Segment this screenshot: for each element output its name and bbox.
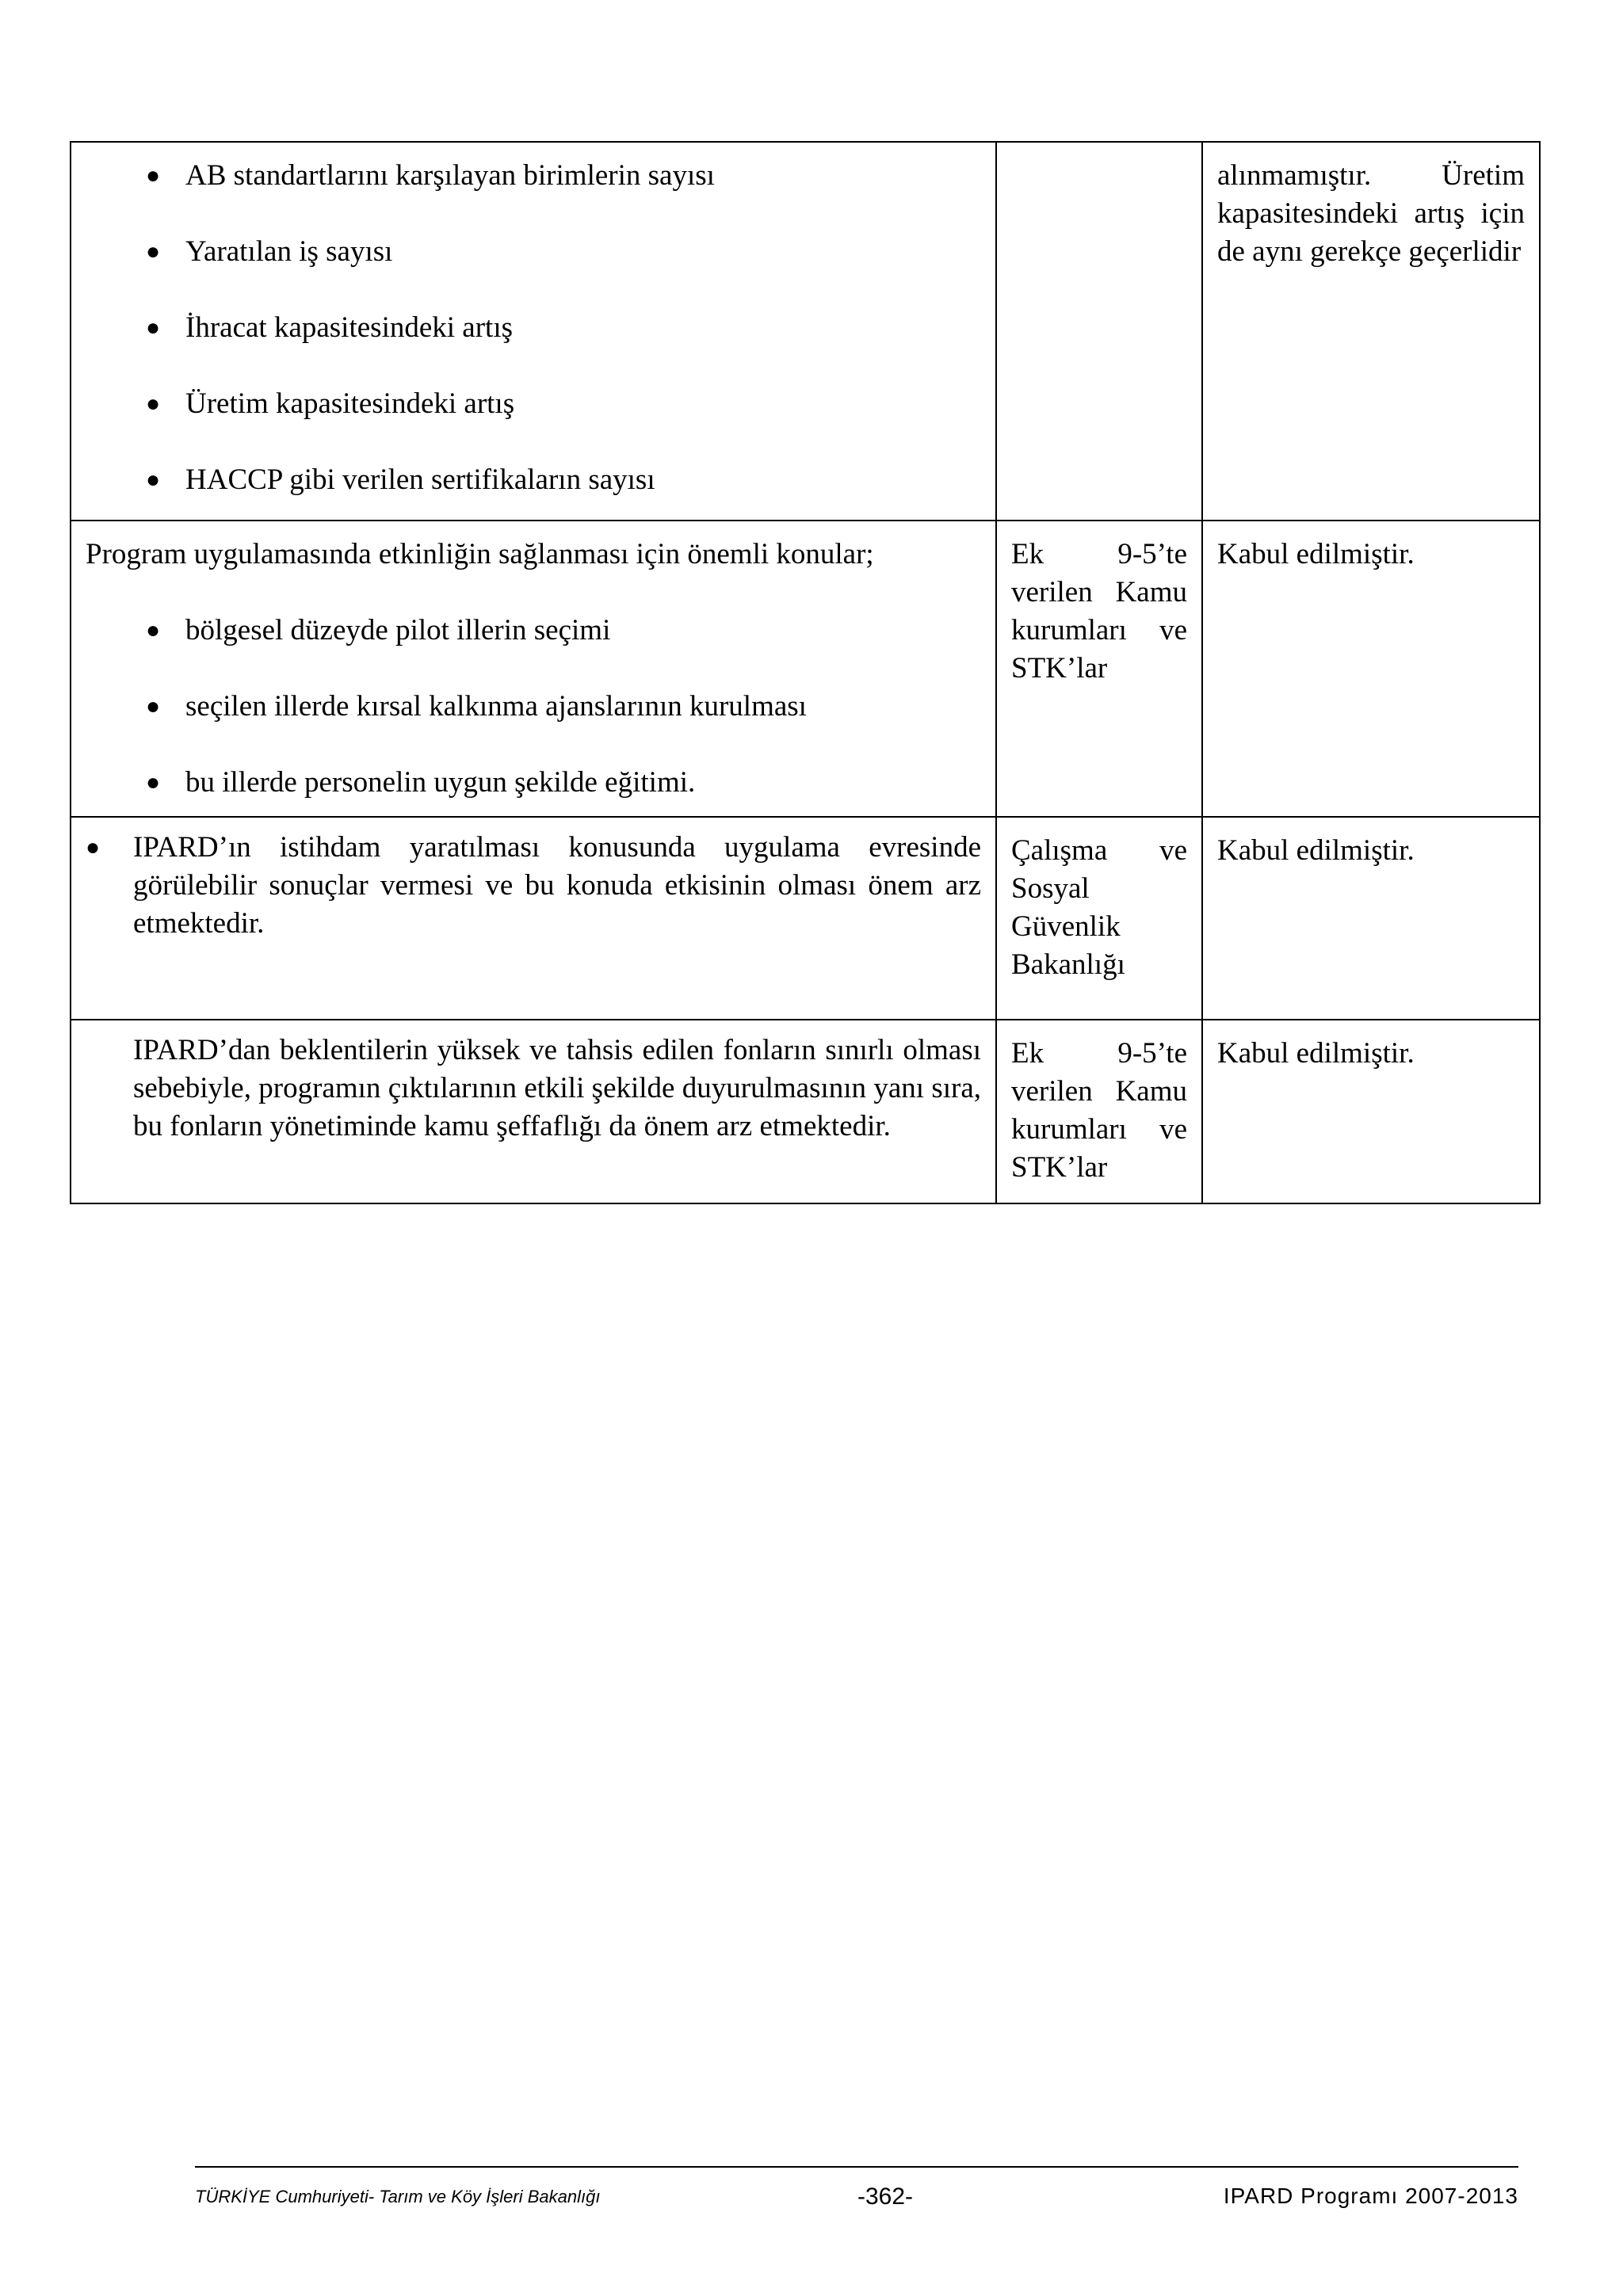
bullet-icon: ● — [146, 617, 161, 643]
table-cell-response — [1202, 521, 1540, 817]
bullet-icon: ● — [146, 769, 161, 795]
table-cell-source — [996, 1020, 1202, 1203]
list-item — [86, 764, 981, 802]
table-row — [71, 817, 1540, 1020]
list-item — [86, 461, 981, 499]
table-cell-response — [1202, 1020, 1540, 1203]
list-item-text: bu illerde personelin uygun şekilde eğitimi. — [185, 766, 696, 799]
list-item — [86, 385, 981, 423]
table-row — [71, 521, 1540, 817]
page-footer — [195, 2183, 1518, 2215]
list-item — [86, 233, 981, 271]
table-row — [71, 142, 1540, 521]
bullet-icon: ● — [146, 315, 161, 341]
footer-divider — [195, 2166, 1518, 2168]
source-text: Çalışma ve Sosyal Güvenlik Bakanlığı — [1011, 834, 1187, 981]
table-cell-response — [1202, 817, 1540, 1020]
footer-ministry: TÜRKİYE Cumhuriyeti- Tarım ve Köy İşleri Bakanlığı — [195, 2187, 601, 2206]
response-text: Kabul edilmiştir. — [1217, 1037, 1415, 1070]
bullet-icon: ● — [146, 238, 161, 265]
table-cell-comment — [71, 142, 996, 521]
footer-program-title: IPARD Programı 2007-2013 — [1223, 2183, 1518, 2208]
table-cell-source — [996, 521, 1202, 817]
source-text — [997, 143, 1201, 168]
response-text: Kabul edilmiştir. — [1217, 538, 1415, 570]
page-number: -362- — [857, 2183, 914, 2210]
bullet-icon: ● — [146, 467, 161, 493]
list-item-text: İhracat kapasitesindeki artış — [185, 311, 513, 344]
bullet-icon: ● — [146, 693, 161, 719]
list-item-text: Yaratılan iş sayısı — [185, 235, 393, 268]
table-row — [71, 1020, 1540, 1203]
list-item — [86, 688, 981, 726]
comment-text: IPARD’dan beklentilerin yüksek ve tahsis edilen fonların sınırlı olması sebebiyle, programın çıktılarının etkili şekilde duyurulmasının yanı sıra, bu fonların yönetiminde kamu şeffaflığı da önem arz etmektedir. — [133, 1034, 981, 1142]
response-text: alınmamıştır. Üretim kapasitesindeki artış için de aynı gerekçe geçerlidir — [1217, 159, 1525, 268]
source-text: Ek 9-5’te verilen Kamu kurumları ve STK’lar — [1011, 538, 1187, 685]
table-cell-comment — [71, 521, 996, 817]
feedback-table — [70, 141, 1541, 1204]
table-cell-response — [1202, 142, 1540, 521]
comment-intro: Program uygulamasında etkinliğin sağlanması için önemli konular; — [86, 538, 874, 570]
list-item — [86, 612, 981, 650]
table-cell-comment — [71, 1020, 996, 1203]
comment-paragraph — [71, 829, 981, 943]
list-item — [86, 309, 981, 347]
list-item-text: bölgesel düzeyde pilot illerin seçimi — [185, 614, 611, 646]
indicator-list — [86, 157, 981, 499]
list-item-text: Üretim kapasitesindeki artış — [185, 387, 515, 420]
table-cell-comment — [71, 817, 996, 1020]
bullet-icon: ● — [146, 162, 161, 189]
source-text: Ek 9-5’te verilen Kamu kurumları ve STK’lar — [1011, 1037, 1187, 1184]
table-cell-source — [996, 142, 1202, 521]
list-item-text: AB standartlarını karşılayan birimlerin sayısı — [185, 159, 715, 192]
list-item — [86, 157, 981, 195]
bullet-icon: ● — [146, 391, 161, 417]
bullet-icon: ● — [86, 834, 101, 860]
table-cell-source — [996, 817, 1202, 1020]
comment-text: IPARD’ın istihdam yaratılması konusunda uygulama evresinde görülebilir sonuçlar vermesi ve bu konuda etkisinin olması önem arz etmektedir. — [133, 831, 981, 940]
priority-list — [86, 612, 981, 802]
list-item-text: seçilen illerde kırsal kalkınma ajanslarının kurulması — [185, 690, 807, 723]
list-item-text: HACCP gibi verilen sertifikaların sayısı — [185, 463, 655, 496]
response-text: Kabul edilmiştir. — [1217, 834, 1415, 867]
